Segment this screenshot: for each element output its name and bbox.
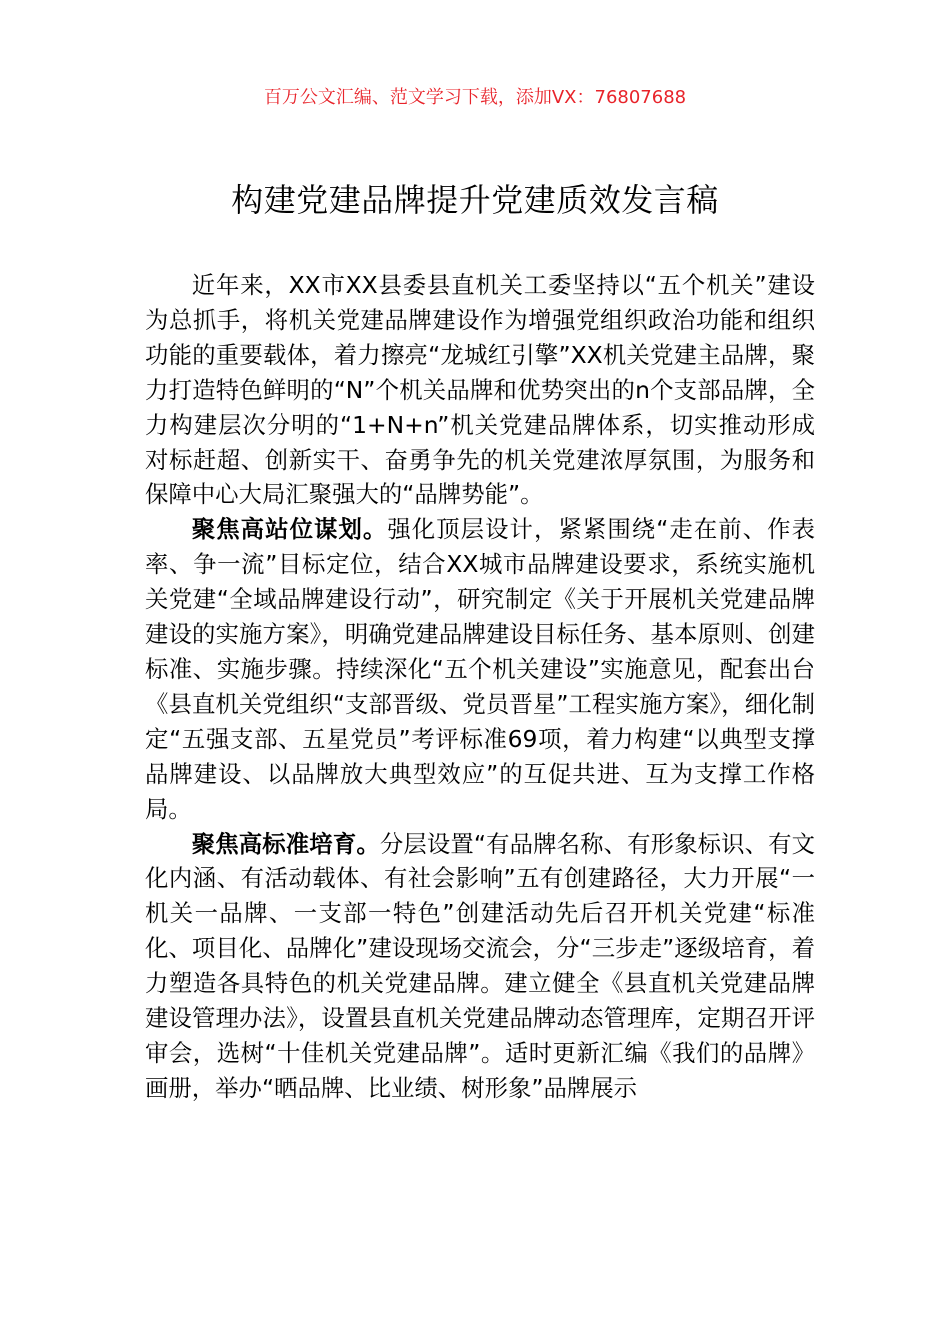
paragraph-planning-lead: 聚焦高站位谋划。 — [191, 515, 388, 544]
paragraph-planning-text: 强化顶层设计，紧紧围绕“走在前、作表率、争一流”目标定位，结合XX城市品牌建设要求，系统实施机关党建“全域品牌建设行动”，研究制定《关于开展机关党建品牌建设的实施方案》，明确党建品牌建设目标任务、基本原则、创建标准、实施步骤。持续深化“五个机关建设”实施意见，配套出台《县直机关党组织“支部晋级、党员晋星”工程实施方案》，细化制定“五强支部、五星党员”考评标准69项，着力构建“以典型支撑品牌建设、以品牌放大典型效应”的互促共进、互为支撑工作格局。 — [145, 515, 815, 823]
document-title: 构建党建品牌提升党建质效发言稿 — [231, 181, 719, 219]
paragraph-planning — [145, 512, 815, 826]
paragraph-intro-text: 近年来，XX市XX县委县直机关工委坚持以“五个机关”建设为总抓手，将机关党建品牌建设作为增强党组织政治功能和组织功能的重要载体，着力擦亮“龙城红引擎”XX机关党建主品牌，聚力打造特色鲜明的“N”个机关品牌和优势突出的n个支部品牌，全力构建层次分明的“1+N+n”机关党建品牌体系，切实推动形成对标赶超、创新实干、奋勇争先的机关党建浓厚氛围，为服务和保障中心大局汇聚强大的“品牌势能”。 — [145, 271, 815, 509]
header-note: 百万公文汇编、范文学习下载，添加VX：76807688 — [263, 87, 687, 108]
paragraph-cultivation-lead: 聚焦高标准培育。 — [191, 829, 380, 858]
paragraph-cultivation — [145, 827, 815, 1106]
paragraph-cultivation-text: 分层设置“有品牌名称、有形象标识、有文化内涵、有活动载体、有社会影响”五有创建路径，大力开展“一机关一品牌、一支部一特色”创建活动先后召开机关党建“标准化、项目化、品牌化”建设现场交流会，分“三步走”逐级培育，着力塑造各具特色的机关党建品牌。建立健全《县直机关党建品牌建设管理办法》，设置县直机关党建品牌动态管理库，定期召开评审会，选树“十佳机关党建品牌”。适时更新汇编《我们的品牌》画册，举办“晒品牌、比业绩、树形象”品牌展示 — [145, 829, 815, 1102]
paragraph-intro — [145, 268, 815, 512]
document-body — [145, 268, 815, 1106]
